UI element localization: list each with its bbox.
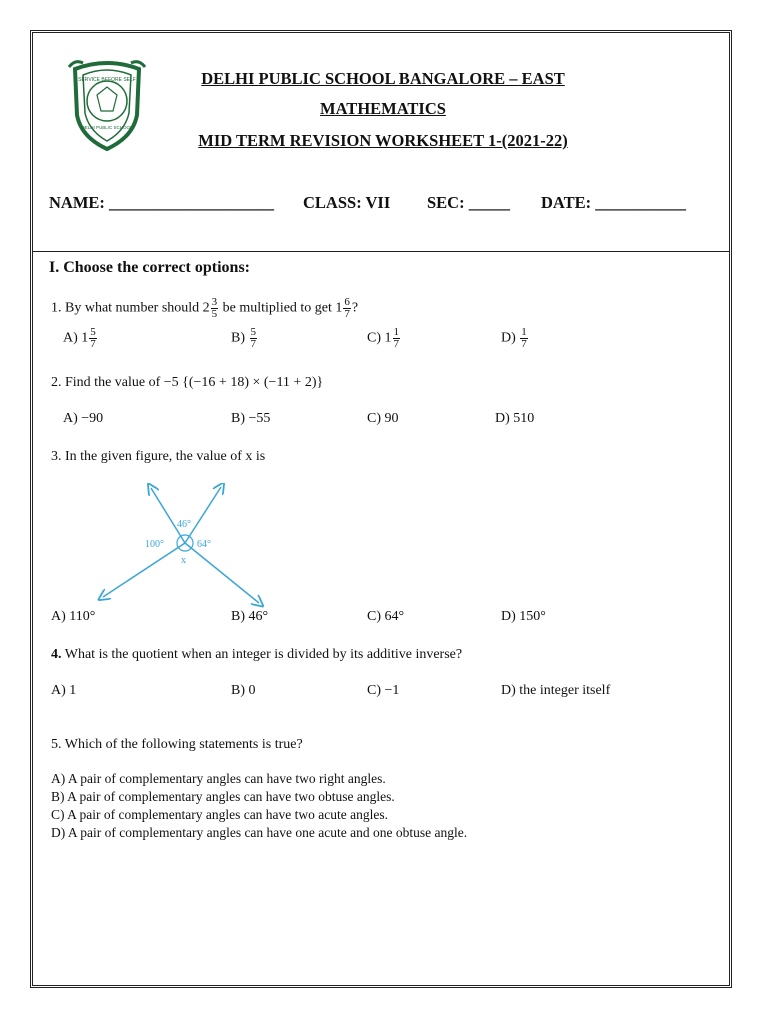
option-fraction: [393, 327, 401, 350]
q4-number: 4.: [51, 647, 62, 662]
q1-text-a: 1. By what number should 2: [51, 300, 210, 316]
subject-title: MATHEMATICS: [320, 99, 446, 118]
line-ab: [151, 488, 185, 543]
logo-motto: SERVICE BEFORE SELF: [78, 77, 136, 83]
angles-figure: [93, 483, 293, 613]
q3-option-b[interactable]: B) 46°: [231, 609, 269, 624]
school-title: DELHI PUBLIC SCHOOL BANGALORE – EAST: [201, 69, 565, 88]
frac-denominator: 7: [521, 338, 527, 350]
angle-top-label: 46°: [177, 519, 191, 530]
q3-option-a[interactable]: A) 110°: [51, 609, 96, 624]
q1-text-b: be multiplied to get 1: [219, 300, 343, 316]
q4-text: What is the quotient when an integer is divided by its additive inverse?: [61, 647, 463, 662]
frac-numerator: 1: [393, 326, 399, 338]
q1-option-b[interactable]: [231, 327, 258, 350]
option-label: B): [231, 330, 249, 346]
frac-numerator: 5: [90, 326, 96, 338]
q4-option-a[interactable]: A) 1: [51, 683, 77, 698]
q1-text-c: ?: [351, 300, 359, 316]
line-ab-ext: [185, 543, 259, 603]
option-label: D): [501, 330, 520, 346]
section-heading: I. Choose the correct options:: [49, 259, 251, 276]
frac-denominator: 7: [90, 338, 96, 350]
frac-numerator: 6: [344, 296, 350, 308]
line-cd: [185, 487, 221, 543]
section-field[interactable]: SEC: _____: [427, 193, 510, 212]
q1-fraction-2: [343, 297, 351, 320]
option-fraction: [250, 327, 258, 350]
question-2: 2. Find the value of −5 {(−16 + 18) × (−11 + 2)}: [51, 375, 324, 390]
worksheet-frame: [30, 30, 732, 988]
q1-option-a[interactable]: [63, 327, 98, 350]
q3-option-d[interactable]: D) 150°: [501, 609, 546, 624]
option-fraction: [520, 327, 528, 350]
angle-bottom-label: x: [181, 555, 186, 566]
frac-denominator: 7: [250, 338, 256, 350]
option-label: C) 1: [367, 330, 392, 346]
date-field[interactable]: DATE: ___________: [541, 193, 686, 212]
frac-denominator: 7: [344, 308, 350, 320]
q4-option-b[interactable]: B) 0: [231, 683, 256, 698]
frac-denominator: 5: [211, 308, 218, 320]
name-field[interactable]: NAME: ____________________: [49, 193, 275, 212]
angle-right-label: 64°: [197, 539, 211, 550]
option-label: A) 1: [63, 330, 89, 346]
q2-option-c[interactable]: C) 90: [367, 411, 399, 426]
question-5: 5. Which of the following statements is true?: [51, 737, 303, 752]
q1-option-c[interactable]: [367, 327, 401, 350]
angle-left-label: 100°: [145, 539, 164, 550]
question-4: [51, 647, 462, 663]
q4-option-c[interactable]: C) −1: [367, 683, 400, 698]
frac-numerator: 1: [521, 326, 527, 338]
class-label: CLASS: VII: [303, 193, 391, 212]
q1-fraction-1: [211, 297, 219, 320]
question-3: 3. In the given figure, the value of x is: [51, 449, 266, 464]
q5-statement-c[interactable]: C) A pair of complementary angles can have two acute angles.: [51, 807, 389, 822]
worksheet-title: MID TERM REVISION WORKSHEET 1-(2021-22): [198, 131, 568, 150]
q5-statement-a[interactable]: A) A pair of complementary angles can have two right angles.: [51, 771, 386, 786]
q5-statement-d[interactable]: D) A pair of complementary angles can have one acute and one obtuse angle.: [51, 825, 468, 840]
q3-option-c[interactable]: C) 64°: [367, 609, 405, 624]
option-fraction: [89, 327, 97, 350]
q2-option-d[interactable]: D) 510: [495, 411, 535, 426]
logo-school-name: DELHI PUBLIC SCHOOL: [81, 125, 133, 130]
q2-option-b[interactable]: B) −55: [231, 411, 271, 426]
frac-numerator: 3: [211, 296, 218, 308]
question-1: [51, 297, 358, 320]
frac-numerator: 5: [250, 326, 256, 338]
q5-statement-b[interactable]: B) A pair of complementary angles can have two obtuse angles.: [51, 789, 395, 804]
frac-denominator: 7: [393, 338, 399, 350]
q4-option-d[interactable]: D) the integer itself: [501, 683, 611, 698]
q2-option-a[interactable]: A) −90: [63, 411, 104, 426]
q1-option-d[interactable]: [501, 327, 529, 350]
header-divider: [33, 251, 729, 252]
line-cd-ext: [103, 543, 185, 597]
school-logo-icon: [67, 53, 147, 153]
